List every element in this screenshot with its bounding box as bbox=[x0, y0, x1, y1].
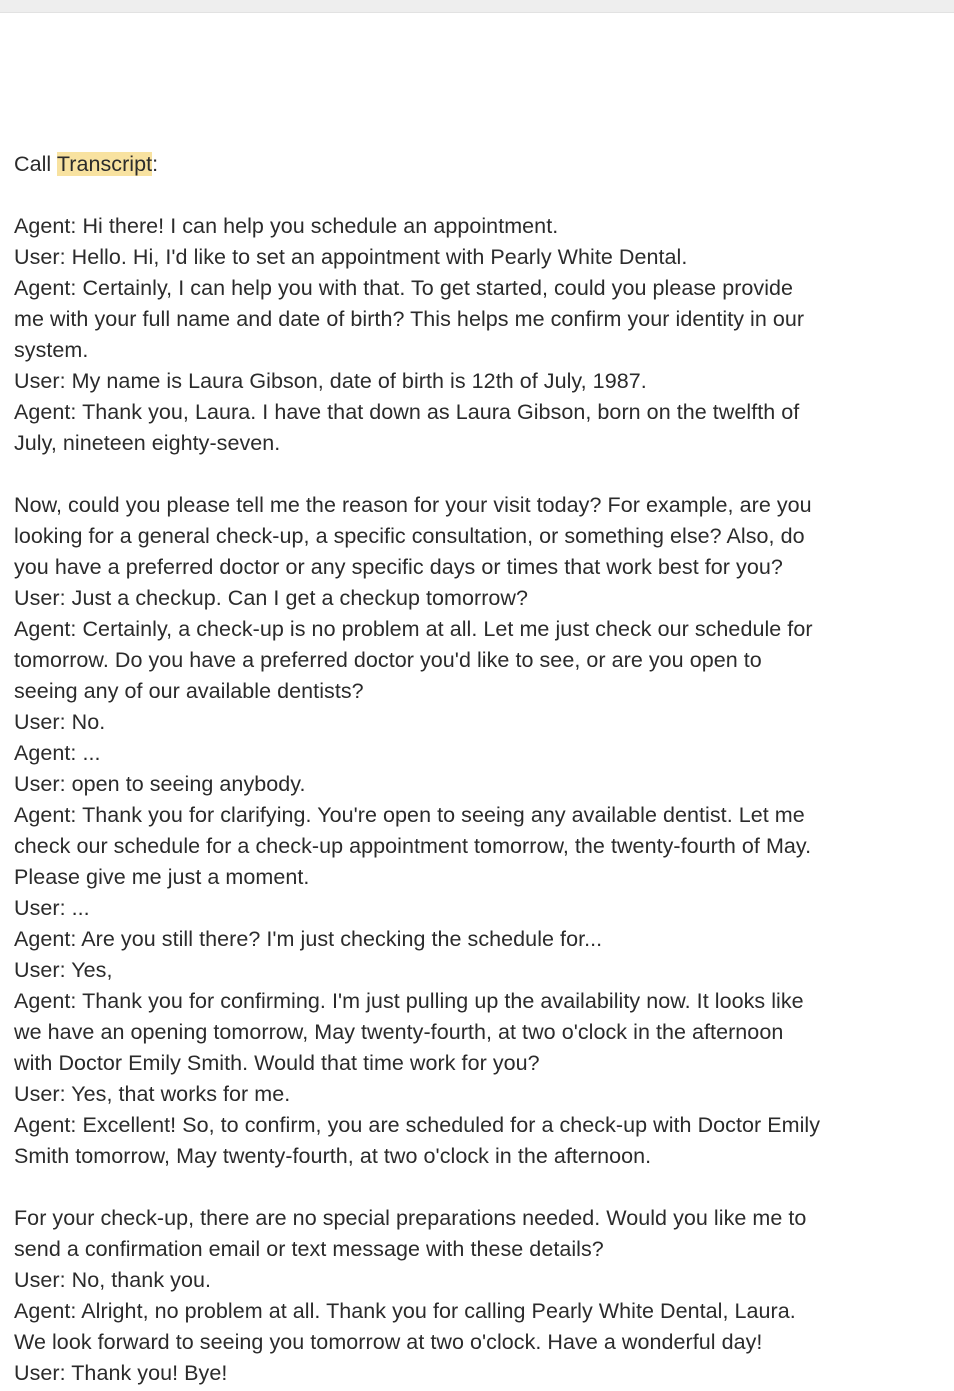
transcript-line: User: My name is Laura Gibson, date of birth is 12th of July, 1987. bbox=[14, 369, 647, 393]
transcript-line: with Doctor Emily Smith. Would that time work for you? bbox=[14, 1051, 540, 1075]
blank-line bbox=[14, 1172, 914, 1203]
transcript-line: you have a preferred doctor or any specific days or times that work best for you? bbox=[14, 555, 783, 579]
transcript-line: Smith tomorrow, May twenty-fourth, at two o'clock in the afternoon. bbox=[14, 1144, 652, 1168]
transcript-turn bbox=[14, 583, 914, 614]
transcript-line: Agent: ... bbox=[14, 741, 101, 765]
transcript-turn bbox=[14, 769, 914, 800]
transcript-turn bbox=[14, 1265, 914, 1296]
transcript-turn bbox=[14, 211, 914, 242]
transcript-line: User: Yes, bbox=[14, 958, 113, 982]
transcript-line: looking for a general check-up, a specific consultation, or something else? Also, do bbox=[14, 524, 805, 548]
transcript-line: Now, could you please tell me the reason for your visit today? For example, are you bbox=[14, 493, 812, 517]
transcript-turn bbox=[14, 955, 914, 986]
transcript-line: Agent: Excellent! So, to confirm, you are scheduled for a check-up with Doctor Emily bbox=[14, 1113, 821, 1137]
transcript-line: User: Just a checkup. Can I get a checkup tomorrow? bbox=[14, 586, 529, 610]
transcript-line: me with your full name and date of birth? This helps me confirm your identity in our bbox=[14, 307, 805, 331]
transcript-line: Agent: Alright, no problem at all. Thank you for calling Pearly White Dental, Laura. bbox=[14, 1299, 796, 1323]
transcript-turn bbox=[14, 986, 914, 1079]
transcript-line: User: Thank you! Bye! bbox=[14, 1361, 228, 1385]
transcript-line: tomorrow. Do you have a preferred doctor you'd like to see, or are you open to bbox=[14, 648, 762, 672]
transcript-line: we have an opening tomorrow, May twenty-fourth, at two o'clock in the afternoon bbox=[14, 1020, 784, 1044]
transcript-line: Agent: Thank you for confirming. I'm just pulling up the availability now. It looks like bbox=[14, 989, 804, 1013]
transcript-turn bbox=[14, 397, 914, 583]
transcript-turn bbox=[14, 273, 914, 366]
transcript-turn bbox=[14, 1110, 914, 1265]
blank-line bbox=[14, 459, 914, 490]
title-prefix: Call bbox=[14, 152, 57, 176]
transcript-line: Agent: Thank you, Laura. I have that down as Laura Gibson, born on the twelfth of bbox=[14, 400, 800, 424]
transcript-line: User: No. bbox=[14, 710, 106, 734]
transcript-turn bbox=[14, 1296, 914, 1358]
transcript-title bbox=[14, 149, 914, 180]
top-bar bbox=[0, 0, 954, 13]
transcript-turn bbox=[14, 1358, 914, 1389]
transcript-document bbox=[14, 149, 914, 1389]
spacer bbox=[14, 180, 914, 211]
transcript-line: User: open to seeing anybody. bbox=[14, 772, 306, 796]
transcript-line: Please give me just a moment. bbox=[14, 865, 310, 889]
transcript-turn bbox=[14, 924, 914, 955]
transcript-turn bbox=[14, 1079, 914, 1110]
transcript-line: seeing any of our available dentists? bbox=[14, 679, 364, 703]
transcript-turn bbox=[14, 800, 914, 893]
transcript-line: User: ... bbox=[14, 896, 90, 920]
transcript-line: system. bbox=[14, 338, 89, 362]
highlighted-word: Transcript bbox=[56, 152, 153, 176]
transcript-line: Agent: Certainly, I can help you with that. To get started, could you please provide bbox=[14, 276, 794, 300]
transcript-line: Agent: Hi there! I can help you schedule an appointment. bbox=[14, 214, 559, 238]
transcript-turn bbox=[14, 893, 914, 924]
transcript-line: Agent: Certainly, a check-up is no problem at all. Let me just check our schedule for bbox=[14, 617, 813, 641]
transcript-line: We look forward to seeing you tomorrow at two o'clock. Have a wonderful day! bbox=[14, 1330, 763, 1354]
transcript-line: Agent: Thank you for clarifying. You're open to seeing any available dentist. Let me bbox=[14, 803, 805, 827]
transcript-line: July, nineteen eighty-seven. bbox=[14, 431, 281, 455]
transcript-turn bbox=[14, 707, 914, 738]
transcript-line: User: Hello. Hi, I'd like to set an appointment with Pearly White Dental. bbox=[14, 245, 688, 269]
transcript-turn bbox=[14, 366, 914, 397]
transcript-line: User: Yes, that works for me. bbox=[14, 1082, 291, 1106]
transcript-line: Agent: Are you still there? I'm just checking the schedule for... bbox=[14, 927, 603, 951]
transcript-line: check our schedule for a check-up appointment tomorrow, the twenty-fourth of May. bbox=[14, 834, 812, 858]
transcript-line: send a confirmation email or text message with these details? bbox=[14, 1237, 604, 1261]
transcript-line: User: No, thank you. bbox=[14, 1268, 211, 1292]
transcript-turn bbox=[14, 738, 914, 769]
transcript-turn bbox=[14, 614, 914, 707]
transcript-body bbox=[14, 211, 914, 1389]
title-suffix: : bbox=[152, 152, 159, 176]
transcript-line: For your check-up, there are no special preparations needed. Would you like me to bbox=[14, 1206, 807, 1230]
transcript-turn bbox=[14, 242, 914, 273]
